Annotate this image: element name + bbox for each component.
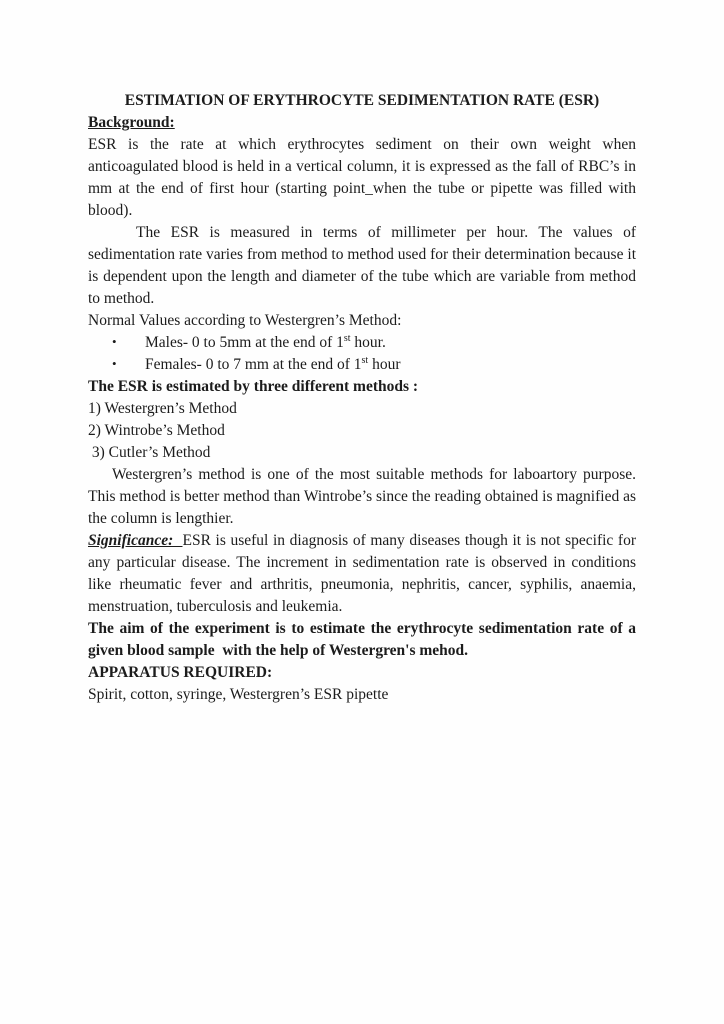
method-item-wintrobe: 2) Wintrobe’s Method	[88, 422, 225, 439]
normal-values-list	[88, 332, 636, 376]
significance-text: ESR is useful in diagnosis of many diseases though it is not specific for any particular disease. The increment in sedimentation rate is observed in conditions like rheumatic fever and arthritis, pneumonia, nephritis, cancer, syphilis, anaemia, menstruation, tuberculosis and leukemia.	[88, 532, 636, 615]
ordinal-superscript: st	[343, 332, 351, 344]
apparatus-heading: APPARATUS REQUIRED:	[88, 664, 273, 681]
significance-label: Significance:	[88, 532, 183, 549]
aim-paragraph: The aim of the experiment is to estimate the erythrocyte sedimentation rate of a given blood sample with the help of Westergren's mehod.	[88, 620, 636, 659]
background-paragraph-2: The ESR is measured in terms of millimeter per hour. The values of sedimentation rate varies from method to method used for their determination because it is dependent upon the length and diameter of the tube which are variable from method to method.	[88, 224, 636, 307]
apparatus-list: Spirit, cotton, syringe, Westergren’s ESR pipette	[88, 686, 389, 703]
ordinal-superscript: st	[361, 354, 369, 366]
normal-values-intro: Normal Values according to Westergren’s Method:	[88, 312, 402, 329]
method-item-cutler: 3) Cutler’s Method	[88, 444, 211, 461]
list-item-females	[88, 354, 636, 376]
background-heading: Background:	[88, 114, 175, 131]
method-item-westergren: 1) Westergren’s Method	[88, 400, 237, 417]
document-title: ESTIMATION OF ERYTHROCYTE SEDIMENTATION RATE (ESR)	[124, 92, 600, 109]
bullet-icon: •	[112, 356, 117, 371]
list-item-males	[88, 332, 636, 354]
background-paragraph-1: ESR is the rate at which erythrocytes sediment on their own weight when anticoagulated blood is held in a vertical column, it is expressed as the fall of RBC’s in mm at the end of first hour (starting point_when the tube or pipette was filled with blood).	[88, 136, 636, 219]
methods-heading: The ESR is estimated by three different methods :	[88, 378, 419, 395]
bullet-text-males: Males- 0 to 5mm at the end of 1	[145, 334, 344, 351]
bullet-text-females: Females- 0 to 7 mm at the end of 1	[145, 356, 362, 373]
significance-paragraph	[88, 530, 636, 618]
bullet-text-males-end: hour.	[350, 334, 386, 351]
methods-paragraph: Westergren’s method is one of the most suitable methods for laboartory purpose. This method is better method than Wintrobe’s since the reading obtained is magnified as the column is lengthier.	[88, 466, 636, 527]
bullet-text-females-end: hour	[368, 356, 401, 373]
document-content	[88, 90, 636, 706]
bullet-icon: •	[112, 334, 117, 349]
